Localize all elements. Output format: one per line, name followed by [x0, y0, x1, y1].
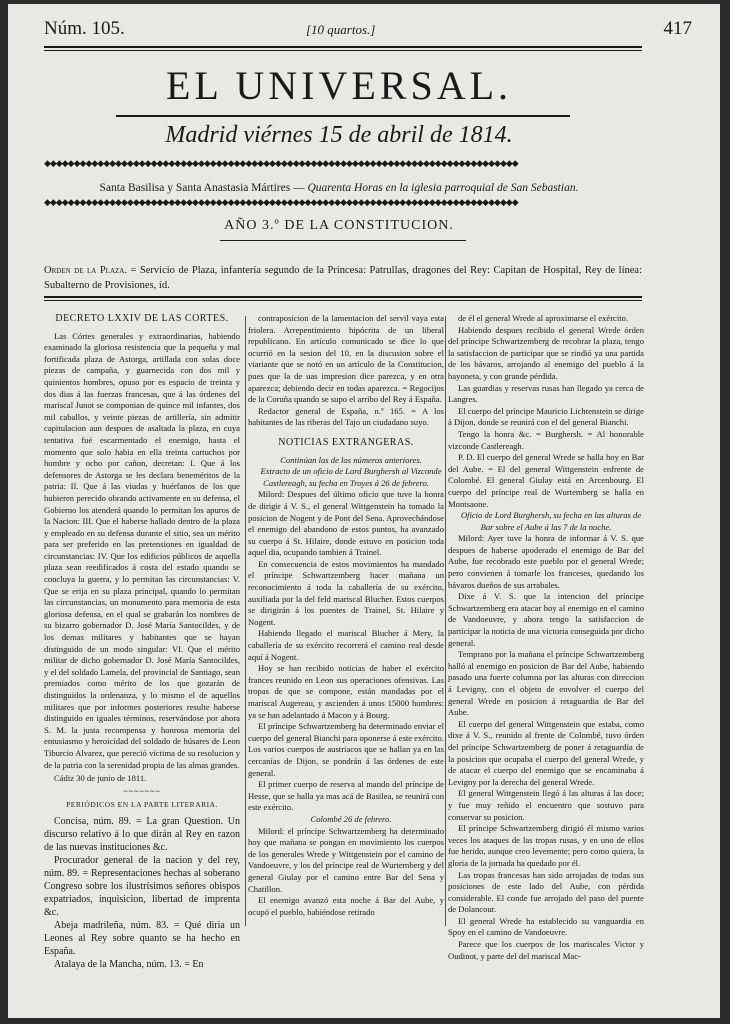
orden-text: = Servicio de Plaza, infantería segundo de la Princesa: Patrullas, dragones del Rey: Capitan de Hospital, Rey de línea: Subalterno de Provisiones, íd.	[44, 265, 642, 291]
col2-letter-p3: Habiendo llegado el mariscal Blucher á Mery, la caballería de su exército recorrerá el camino real desde aquí á Nogent.	[248, 628, 444, 662]
foreign-news-sub-2: Extracto de un oficio de Lord Burghersh al Vizconde Castlereagh, su fecha en Troyes á 26 de febrero.	[260, 466, 442, 488]
col3-p14: El general Wrede ha establecido su vanguardia en Spoy en el camino de Vandoeuvre.	[448, 915, 644, 938]
top-double-rule-thin	[44, 50, 642, 51]
foreign-news-heading: NOTICIAS EXTRANGERAS.	[278, 436, 414, 448]
decree-heading: DECRETO LXXIV DE LAS CORTES.	[55, 313, 229, 324]
orden-label: Orden de la Plaza.	[44, 265, 127, 276]
col3-p4: El cuerpo del príncipe Mauricio Lichtenstein se dirige á Dijon, donde se reunirá con el del general Bianchi.	[448, 405, 644, 428]
col2-letter-p5: El príncipe Schwartzemberg ha determinado enviar el cuerpo del general Bianchi para oponerse á este exército. Los varios cuerpos de austriacos que se hallan ya en las cercanías de Dijon, se pondrán á las órdenes de este general.	[248, 721, 444, 778]
col3-p6: P. D. El cuerpo del general Wrede se halla hoy en Bar del Aube. = El del general Wittgenstein enfrente de Colombé. El general Giulay está en Arcenbourg. El cuerpo del príncipe real de Wurtemberg se halla en Montsaone.	[448, 452, 644, 509]
col3-p2: Habiendo despues recibido el general Wrede órden del príncipe Schwartzemberg de recobrar la plaza, tengo la satisfaccion de participar que se rindió ya una partida de los bávaros, arrojando al enemigo del pueblo á la bayoneta, y con grande pérdida.	[448, 324, 644, 381]
page-number: 417	[663, 18, 692, 39]
col2-dateline: Colombé 26 de febrero.	[310, 813, 392, 824]
decree-date: Cádiz 30 de junio de 1811.	[54, 773, 147, 784]
literary-heading: PERIÓDICOS EN LA PARTE LITERARIA.	[66, 800, 218, 810]
column-2	[248, 313, 444, 965]
literary-item-2: Procurador general de la nacion y del rey, núm. 89. = Representaciones hechas al soberano Congreso sobre los ilustrísimos señores obispos expatriados, inquisicion, libertad de imprenta &c.	[44, 854, 240, 918]
col3-p15: Parece que los cuerpos de los mariscales Victor y Oudinot, y parte del del mariscal Mac-	[448, 939, 644, 961]
col2-para-1: contraposicion de la lamentacion del servil vaya esta friolera. Arrepentimiento hipócrita de un liberal republicano. En artículo comunicado se dice lo que ocurrió en la sesion del 10, en la discusion sobre el viariante que se notó en un artículo de la Constitucion, pues que la de uas impresion dice parezca, y en otra aparezca; debiendo decir en todas aparezca. = Regocijos de la Coruña quando se supo el arribo del Rey á España.	[248, 313, 444, 405]
col2-letter-p4: Hoy se han recibido noticias de haber el exército frances reunido en Leon sus operaciones ofensivas. Las tropas de que se compone, están mandadas por el mariscal Augereau, y ascienden á unos 15000 hombres: ya se han adelantado á Macon y á Bourg.	[248, 663, 444, 720]
newspaper-page	[8, 4, 720, 1018]
column-divider-2	[445, 316, 446, 926]
col3-p1: de él el general Wrede al aproximarse el exército.	[458, 313, 629, 323]
section-rule-thin	[44, 300, 642, 301]
col2-letter-p6: El primer cuerpo de reserva al mando del príncipe de Hesse, que se halla ya mas acá de Basilea, se reunirá con este exército.	[248, 779, 444, 813]
col3-p11: El general Wittgenstein llegó á las alturas á las doce; y fue muy reñido el encuentro que sostuvo para conservar su posicion.	[448, 788, 644, 822]
decree-text: Las Córtes generales y extraordinarias, habiendo examinado la gloriosa resistencia que la pequeña y mal fortificada plaza de Astorga, artillada con solas doce piezas de campaña, y guarnecida con dos mil y quinientos hombres, opuso por es espacio de treinta y dos dias á las fuerzas francesas, que á las órdenes del mariscal Junot se componian de quince mil infantes, dos mil caballos, y veinte piezas de artillería, sin admitir capitulacion aun despues de asaltada la plaza, en cuya tentativa fué escarmentado el enemigo, hasta el momento que solo habia en ella treinta cartuchos por hombre y ocho por cañon, decretan: I. Que á los defensores de Astorga se les declara beneméritos de la patria: II. Que á las viudas y huérfanos de los que hubieren perecido obrando activamente en su defensa, el Gobierno los atenderá quando lo permitan los apuros de la Nacion: III. Que el haberse hallado dentro de la plaza y empleado en su defensa durante el sitio, sea un mérito para ser preferido en las pretensiones en igualdad de circunstancias: IV. Que los edificios públicos de aquella plaza sean reedificados á costa del estado quando se concluya la guerra, y lo permitan las circunstancias: V. Que se erija en su plaza principal, quando lo permitan las circunstancias, un monumento para memoria de esta gloriosa defensa, en el qual se grabarán los nombres de su bizarro gobernador D. José María Santocildes, y de los demas militares y habitantes que se hayan distinguido de un modo singular: VI. Que el mérito militar de dicho gobernador D. José María Santocildes, y el del soldado Lamela, del provincial de Santiago, sean premiados como mérito de los que gozarán de distinguidos la ordenanza, y lo mismo el de aquellos militares que por informes posteriores resulte haberse distinguido en iguales términos, reservándose por ahora S. M. la justa recompensa y honrosa memoria del entusiasmo y heroicidad del soldado de húsares de Leon Tiburcio Alvarez, que pereció víctima de su resolucion y de la patria con la serenidad propia de las almas grandes.	[44, 330, 240, 770]
col3-p10: El cuerpo del general Wittgenstein que estaba, como dixe á V. S., reunido al frente de Colombé, tuvo órden del príncipe Schwartzemberg de poner á retaguardia de la posicion que ocupaba el cuerpo del general Wrede, y de atacar el cuerpo del enemigo que se encaminaba á Levigny por la derecha del general Wrede.	[448, 718, 644, 787]
date-line: Madrid viérnes 15 de abril de 1814.	[165, 122, 513, 148]
col3-p5: Tengo la honra &c. = Burghersh. = Al honorable vizconde Castlereagh.	[448, 428, 644, 451]
issue-price: [10 quartos.]	[306, 22, 376, 37]
literary-item-4: Atalaya de la Mancha, núm. 13. = En	[54, 958, 204, 970]
saints-line	[8, 182, 670, 194]
saints-text: Santa Basilisa y Santa Anastasia Mártires	[99, 182, 291, 194]
ornamental-rule-2: ◆◆◆◆◆◆◆◆◆◆◆◆◆◆◆◆◆◆◆◆◆◆◆◆◆◆◆◆◆◆◆◆◆◆◆◆◆◆◆◆◆◆◆◆◆◆◆◆◆◆◆◆◆◆◆◆◆◆◆◆◆◆◆◆◆◆◆◆◆◆◆◆◆◆◆◆◆◆◆◆	[44, 198, 518, 208]
issue-number: Núm. 105.	[44, 18, 125, 39]
literary-item-1: Concisa, núm. 89. = La gran Question. Un discurso relativo á lo que dirán al Rey en razon de las nuevas instituciones &c.	[44, 815, 240, 853]
column-3	[448, 313, 644, 965]
top-double-rule	[44, 46, 642, 48]
col3-sub-1: Oficio de Lord Burghersh, su fecha en las alturas de Bar sobre el Aube á las 7 de la noche.	[460, 510, 642, 532]
col3-p8: Dixe á V. S. que la intencion del príncipe Schwartzemberg era atacar hoy al enemigo en el camino de Vandoeuvre, y ahora tengo la satisfaccion de participar la noticia de una victoria conseguida por dicho general.	[448, 591, 644, 648]
col2-letter-p1: Milord: Despues del último oficio que tuve la honra de dirigir á V. S., el general Wittgenstein ha tomado la posicion de Nogent y de Pont del Sena. Aprovechándose el enemigo del abandono de estos puntos, ha avanzado su cuerpo á St. Hilaire, donde estuvo en posicion toda aquel dia, ocupando tambien á Trainel.	[248, 489, 444, 558]
ornament: ~~~~~~~	[123, 786, 161, 796]
col2-letter-p8: El enemigo avanzó esta noche á Bar del Aube, y ocupó el pueblo, habiéndose retirado	[248, 895, 444, 917]
col3-p13: Las tropas francesas han sido arrojadas de todas sus posiciones de este lado del Aube, con pérdida considerable. El conde fue arrojado del paso del puente de Dolancour.	[448, 869, 644, 915]
col2-para-2: Redactor general de España, n.º 165. = A los habitantes de las riberas del Tajo un ciudadano suyo.	[248, 405, 444, 428]
col3-p3: Las guardias y reservas rusas han llegado ya cerca de Langres.	[448, 382, 644, 405]
col2-letter-p2: En consecuencia de estos movimientos ha mandado el príncipe Schwartzemberg hacer mañana un reconocimiento á toda la caballería de su exército, auxiliada por la del feld mariscal Blucher. Estos cuerpos se dirigirán á los puentes de Trainel, St. Hilaire y Nogent.	[248, 558, 444, 627]
col3-p9: Temprano por la mañana el príncipe Schwartzemberg halló al enemigo en posicion de Bar del Aube, habiendo pasado una fuerte columna por las alturas con direccion á Levigny, con el objeto de envolver el cuerpo del general Wrede en posicion á retaguardia de Bar del Aube.	[448, 649, 644, 718]
literary-item-3: Abeja madrileña, núm. 83. = Qué diria un Leones al Rey sobre quanto se ha hecho en España.	[44, 919, 240, 957]
ornamental-rule-1: ◆◆◆◆◆◆◆◆◆◆◆◆◆◆◆◆◆◆◆◆◆◆◆◆◆◆◆◆◆◆◆◆◆◆◆◆◆◆◆◆◆◆◆◆◆◆◆◆◆◆◆◆◆◆◆◆◆◆◆◆◆◆◆◆◆◆◆◆◆◆◆◆◆◆◆◆◆◆◆◆	[44, 159, 518, 169]
col3-p12: El príncipe Schwartzemberg dirigió él mismo varios veces los ataques de las tropas rusas, y en uno de ellos fue herido, aunque creo levemente; pero como quiera, la gloria de la jornada ha quedado por él.	[448, 823, 644, 868]
year-underline	[220, 240, 466, 241]
section-rule	[44, 296, 642, 298]
column-1	[44, 313, 240, 970]
orden-de-la-plaza	[44, 263, 642, 293]
col2-letter-p7: Milord: el príncipe Schwartzemberg ha determinado hoy que mañana se pongan en movimiento los cuerpos de los generales Wrede y Wittgenstein por el camino de Vandoeuvre, y los del príncipe real de Wurtemberg y del general Giulay por el camino entre Bar del Sena y Chatillon.	[248, 825, 444, 894]
foreign-news-sub-1: Continúan las de los números anteriores.	[280, 454, 422, 465]
column-divider-1	[245, 316, 246, 926]
masthead-top-row	[44, 18, 692, 44]
title-underline	[116, 115, 570, 117]
col3-p7: Milord: Ayer tuve la honra de informar á V. S. que despues de haberse apoderado el enemigo de Bar del Aube, fue recobrado este pueblo por el general Wrede; pero convienen á tomarle los franceses, quedando los bávaros dueños de sus arrabales.	[448, 533, 644, 590]
newspaper-title: EL UNIVERSAL.	[165, 63, 513, 108]
forty-hours-text: Quarenta Horas en la iglesia parroquial de San Sebastian.	[307, 182, 579, 194]
saints-dash: —	[293, 182, 305, 194]
year-of-constitution: AÑO 3.º DE LA CONSTITUCION.	[224, 218, 454, 233]
